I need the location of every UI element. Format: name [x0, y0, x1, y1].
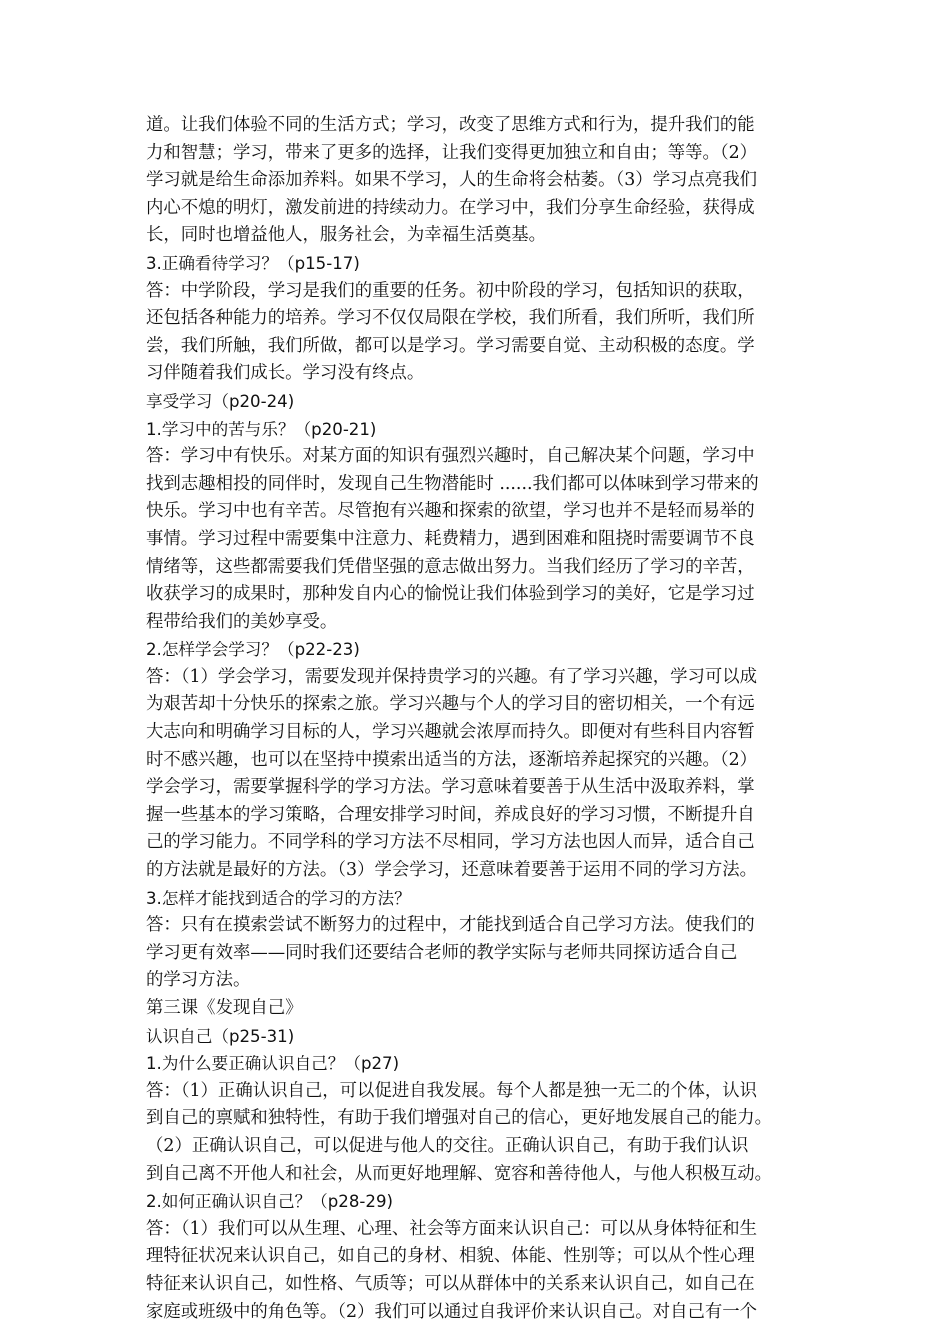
text-line: 答：学习中有快乐。对某方面的知识有强烈兴趣时，自己解决某个问题，学习中	[146, 446, 755, 467]
text-line: 习伴随着我们成长。学习没有终点。	[146, 363, 425, 384]
text-line: 到自己离不开他人和社会，从而更好地理解、宽容和善待他人，与他人积极互动。	[146, 1163, 773, 1184]
text-line: 家庭或班级中的角色等。（2）我们可以通过自我评价来认识自己。对自己有一个	[146, 1301, 758, 1322]
text-line: 快乐。学习中也有辛苦。尽管抱有兴趣和探索的欲望，学习也并不是轻而易举的	[146, 501, 755, 522]
section-heading: 享受学习（p20-24)	[146, 391, 295, 411]
text-line: 理特征状况来认识自己，如自己的身材、相貌、体能、性别等；可以从个性心理	[146, 1246, 755, 1267]
text-line: 大志向和明确学习目标的人，学习兴趣就会浓厚而持久。即便对有些科目内容暂	[146, 722, 755, 743]
text-line: 事情。学习过程中需要集中注意力、耗费精力，遇到困难和阻挠时需要调节不良	[146, 528, 755, 549]
text-line: 特征来认识自己，如性格、气质等；可以从群体中的关系来认识自己，如自己在	[146, 1273, 755, 1294]
text-line: 程带给我们的美妙享受。	[146, 611, 338, 632]
text-line: 收获学习的成果时，那种发自内心的愉悦让我们体验到学习的美好，它是学习过	[146, 584, 755, 605]
text-line: 道。让我们体验不同的生活方式；学习，改变了思维方式和行为，提升我们的能	[146, 115, 755, 135]
text-line: 学习更有效率——同时我们还要结合老师的教学实际与老师共同探访适合自己	[146, 942, 738, 963]
section-heading: 1.学习中的苦与乐？（p20-21)	[146, 419, 377, 439]
text-line: 答：中学阶段，学习是我们的重要的任务。初中阶段的学习，包括知识的获取，	[146, 280, 755, 301]
text-line: 到自己的禀赋和独特性，有助于我们增强对自己的信心，更好地发展自己的能力。	[146, 1108, 773, 1129]
text-line: 握一些基本的学习策略，合理安排学习时间，养成良好的学习习惯，不断提升自	[146, 804, 755, 825]
document-page	[146, 112, 810, 1326]
section-heading: 3.怎样才能找到适合的学习的方法？	[146, 888, 411, 908]
text-line: 的学习方法。	[146, 970, 251, 991]
text-line: 内心不熄的明灯，激发前进的持续动力。在学习中，我们分享生命经验，获得成	[146, 197, 755, 218]
text-line: 力和智慧；学习，带来了更多的选择，让我们变得更加独立和自由；等等。（2）	[146, 142, 758, 163]
text-line: 找到志趣相投的同伴时，发现自己生物潜能时 ......我们都可以体味到学习带来的	[146, 473, 759, 494]
section-heading: 1.为什么要正确认识自己？（p27)	[146, 1054, 400, 1074]
text-line: 尝，我们所触，我们所做，都可以是学习。学习需要自觉、主动积极的态度。学	[146, 335, 755, 356]
text-line: 时不感兴趣，也可以在坚持中摸索出适当的方法，逐渐培养起探究的兴趣。（2）	[146, 749, 758, 770]
text-line: （2）正确认识自己，可以促进与他人的交往。正确认识自己，有助于我们认识	[146, 1135, 749, 1156]
text-line: 答：（1）学会学习，需要发现并保持贵学习的兴趣。有了学习兴趣，学习可以成	[146, 666, 758, 687]
section-heading: 3.正确看待学习？（p15-17)	[146, 253, 360, 273]
text-line: 第三课《发现自己》	[146, 998, 303, 1018]
text-line: 还包括各种能力的培养。学习不仅仅局限在学校，我们所看，我们所听，我们所	[146, 308, 755, 329]
section-heading: 2.如何正确认识自己？（p28-29)	[146, 1192, 393, 1212]
text-line: 为艰苦却十分快乐的探索之旅。学习兴趣与个人的学习目的密切相关，一个有远	[146, 694, 755, 715]
text-line: 学会学习，需要掌握科学的学习方法。学习意味着要善于从生活中汲取养料，掌	[146, 777, 755, 798]
text-line: 学习就是给生命添加养料。如果不学习，人的生命将会枯萎。（3）学习点亮我们	[146, 170, 758, 191]
text-line: 答：只有在摸索尝试不断努力的过程中，才能找到适合自己学习方法。使我们的	[146, 915, 755, 936]
section-heading: 认识自己（p25-31)	[146, 1026, 295, 1046]
text-line: 己的学习能力。不同学科的学习方法不尽相同，学习方法也因人而异，适合自己	[146, 832, 755, 853]
text-line: 情绪等，这些都需要我们凭借坚强的意志做出努力。当我们经历了学习的辛苦，	[146, 556, 755, 577]
text-line: 答：（1）我们可以从生理、心理、社会等方面来认识自己：可以从身体特征和生	[146, 1218, 758, 1239]
text-line: 答：（1）正确认识自己，可以促进自我发展。每个人都是独一无二的个体，认识	[146, 1080, 758, 1101]
text-line: 长，同时也增益他人，服务社会，为幸福生活奠基。	[146, 225, 546, 246]
text-line: 的方法就是最好的方法。（3）学会学习，还意味着要善于运用不同的学习方法。	[146, 860, 758, 881]
section-heading: 2.怎样学会学习？（p22-23)	[146, 640, 360, 660]
